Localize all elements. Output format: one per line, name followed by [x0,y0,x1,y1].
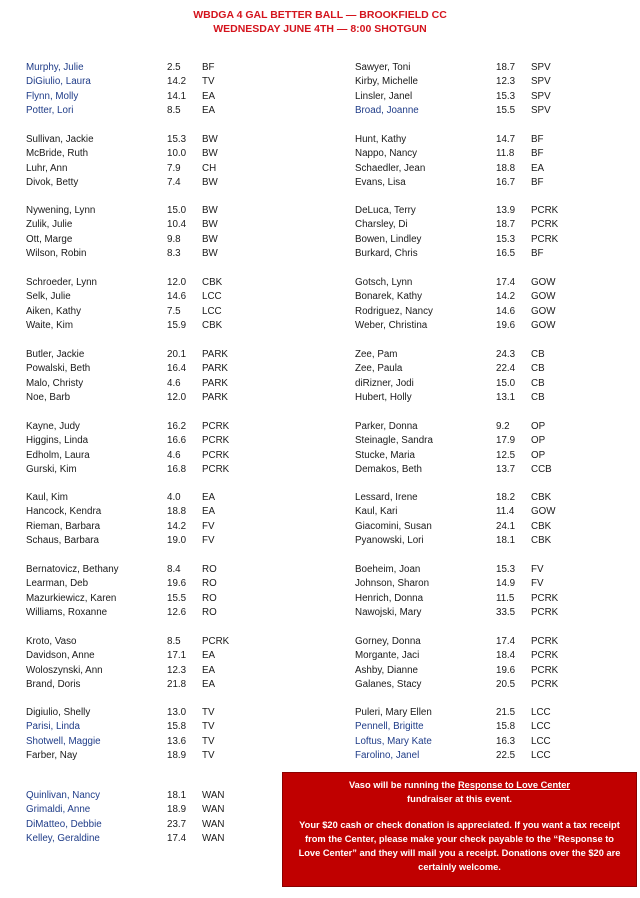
player-name: Kirby, Michelle [355,76,418,88]
player-handicap: 15.5 [167,592,187,604]
player-club: PCRK [531,592,559,604]
player-name: diRizner, Jodi [355,377,414,389]
player-club: FV [531,564,544,575]
player-name: Schroeder, Lynn [26,277,97,288]
player-handicap: 11.8 [496,148,515,160]
player-club: LCC [202,291,222,303]
player-club: PCRK [531,607,559,619]
player-club: PARK [202,377,228,389]
player-club: PARK [202,392,228,404]
player-name: Ott, Marge [26,233,73,245]
player-handicap: 16.4 [167,363,187,375]
player-handicap: 21.8 [167,679,187,691]
player-club: WAN [202,790,225,801]
player-handicap: 16.6 [167,435,187,447]
player-handicap: 20.1 [167,349,187,360]
player-handicap: 15.3 [496,90,516,102]
player-name: Bowen, Lindley [355,233,422,245]
player-name: Weber, Christina [355,320,428,332]
player-club: GOW [531,320,556,332]
player-name: Farolino, Janel [355,750,420,762]
player-handicap: 12.0 [167,277,187,288]
player-name: Mazurkiewicz, Karen [26,592,117,604]
player-club: PCRK [531,650,559,662]
player-club: TV [202,721,215,733]
player-handicap: 12.0 [167,392,187,404]
player-handicap: 17.4 [496,277,516,288]
player-name: Grimaldi, Anne [26,804,91,816]
player-club: RO [202,578,217,590]
event-subtitle: WEDNESDAY JUNE 4TH — 8:00 SHOTGUN [213,23,427,35]
player-handicap: 15.0 [167,205,187,216]
player-name: Selk, Julie [26,291,71,303]
player-handicap: 7.4 [167,177,181,189]
player-name: Quinlivan, Nancy [26,790,101,801]
player-handicap: 16.3 [496,735,516,747]
player-club: BW [202,177,218,189]
player-handicap: 14.6 [496,305,516,317]
player-handicap: 13.9 [496,205,516,216]
player-club: PCRK [202,435,230,447]
player-club: PARK [202,363,228,375]
player-handicap: 14.9 [496,578,516,590]
player-handicap: 18.8 [496,162,516,174]
player-name: Ashby, Dianne [355,664,418,676]
player-handicap: 4.6 [167,377,181,389]
player-handicap: 14.7 [496,134,516,145]
player-club: RO [202,564,217,575]
player-name: Evans, Lisa [355,177,406,189]
player-handicap: 14.2 [167,520,187,532]
player-name: Brand, Doris [26,679,81,691]
player-club: RO [202,592,217,604]
player-name: Bonarek, Kathy [355,291,422,303]
player-club: SPV [531,76,551,88]
player-name: Farber, Nay [26,750,78,762]
player-handicap: 33.5 [496,607,516,619]
player-handicap: 18.4 [496,650,516,662]
player-club: PCRK [202,636,230,647]
player-club: PCRK [531,219,559,231]
player-name: Schaus, Barbara [26,535,99,547]
player-name: Luhr, Ann [26,162,68,174]
player-name: Nywening, Lynn [26,205,96,216]
player-name: Sawyer, Toni [355,62,411,73]
player-name: Woloszynski, Ann [26,664,103,676]
player-handicap: 14.2 [496,291,516,303]
player-handicap: 4.6 [167,449,181,461]
player-handicap: 18.9 [167,804,187,816]
player-name: Giacomini, Susan [355,520,432,532]
player-name: Demakos, Beth [355,464,422,476]
player-club: BF [531,134,544,145]
player-club: FV [202,520,215,532]
player-club: FV [531,578,544,590]
player-club: PCRK [531,233,559,245]
player-name: Broad, Joanne [355,105,419,117]
player-club: EA [202,650,216,662]
player-handicap: 18.1 [167,790,187,801]
player-handicap: 17.9 [496,435,516,447]
player-name: Schaedler, Jean [355,162,426,174]
player-handicap: 19.6 [496,320,516,332]
player-name: Aiken, Kathy [26,305,82,317]
player-name: Parker, Donna [355,421,418,432]
player-handicap: 17.4 [167,833,187,845]
player-club: PCRK [531,679,559,691]
player-handicap: 12.5 [496,449,516,461]
player-club: GOW [531,291,556,303]
player-name: Edholm, Laura [26,449,90,461]
player-name: Rodriguez, Nancy [355,305,433,317]
player-name: Pyanowski, Lori [355,535,424,547]
player-club: LCC [531,750,551,762]
player-name: Divok, Betty [26,177,79,189]
player-handicap: 4.0 [167,492,181,503]
player-club: EA [202,506,216,518]
player-club: EA [202,492,216,503]
player-club: LCC [531,735,551,747]
player-name: Powalski, Beth [26,363,91,375]
player-name: DiGiulio, Laura [26,76,91,88]
player-handicap: 14.1 [167,90,187,102]
player-name: Davidson, Anne [26,650,95,662]
player-handicap: 18.7 [496,62,516,73]
player-club: CB [531,392,545,404]
player-handicap: 12.3 [167,664,187,676]
response-to-love-center-link: Response to Love Center [457,780,571,790]
player-handicap: 12.3 [496,76,516,88]
player-handicap: 19.6 [167,578,187,590]
player-club: BF [531,177,544,189]
player-name: Bernatovicz, Bethany [26,564,119,575]
player-club: SPV [531,105,551,117]
player-handicap: 17.1 [167,650,187,662]
player-handicap: 15.8 [167,721,187,733]
player-name: Lessard, Irene [355,492,418,503]
player-club: PARK [202,349,228,360]
player-name: Stucke, Maria [355,449,415,461]
player-name: Potter, Lori [26,105,74,117]
player-handicap: 19.6 [496,664,516,676]
player-club: LCC [531,721,551,733]
player-name: Digiulio, Shelly [26,707,91,718]
player-club: CBK [531,492,552,503]
player-handicap: 18.7 [496,219,516,231]
player-handicap: 7.5 [167,305,181,317]
player-handicap: 15.3 [496,233,516,245]
player-club: EA [202,679,216,691]
player-handicap: 24.1 [496,520,516,532]
player-handicap: 15.3 [496,564,516,575]
player-club: TV [202,76,215,88]
player-club: BW [202,248,218,260]
player-handicap: 7.9 [167,162,181,174]
notice-line2: fundraiser at this event. [407,794,512,804]
player-club: EA [202,90,216,102]
player-name: Rieman, Barbara [26,520,101,532]
player-club: BW [202,134,218,145]
player-club: WAN [202,833,225,845]
player-handicap: 14.6 [167,291,187,303]
player-name: Malo, Christy [26,377,84,389]
player-handicap: 13.6 [167,735,187,747]
player-club: WAN [202,804,225,816]
player-handicap: 9.8 [167,233,181,245]
player-name: Murphy, Julie [26,62,84,73]
player-club: CBK [202,277,223,288]
fundraiser-notice [282,772,637,887]
player-handicap: 16.5 [496,248,516,260]
player-name: Gurski, Kim [26,464,77,476]
player-name: Zee, Paula [355,363,403,375]
player-club: CBK [202,320,223,332]
player-handicap: 17.4 [496,636,516,647]
player-handicap: 15.3 [167,134,187,145]
player-handicap: 22.5 [496,750,516,762]
player-handicap: 15.8 [496,721,516,733]
player-name: Burkard, Chris [355,248,418,260]
player-name: Nawojski, Mary [355,607,422,619]
player-name: Kelley, Geraldine [26,833,100,845]
player-name: Sullivan, Jackie [26,134,94,145]
player-club: SPV [531,90,551,102]
player-handicap: 21.5 [496,707,516,718]
player-club: PCRK [531,664,559,676]
player-name: Parisi, Linda [26,721,80,733]
player-name: Hancock, Kendra [26,506,102,518]
player-club: CB [531,363,545,375]
player-club: CB [531,349,545,360]
event-title: WBDGA 4 GAL BETTER BALL — BROOKFIELD CC [193,9,447,21]
player-handicap: 18.1 [496,535,516,547]
player-handicap: 8.5 [167,636,181,647]
player-club: PCRK [531,636,559,647]
player-name: Hubert, Holly [355,392,412,404]
player-name: Nappo, Nancy [355,148,418,160]
player-name: Johnson, Sharon [355,578,430,590]
player-club: CBK [531,535,552,547]
player-handicap: 10.0 [167,148,187,160]
player-handicap: 16.2 [167,421,187,432]
player-name: Waite, Kim [26,320,73,332]
player-handicap: 9.2 [496,421,510,432]
player-handicap: 2.5 [167,62,181,73]
player-club: CCB [531,464,552,476]
player-club: CH [202,162,217,174]
player-club: OP [531,421,546,432]
player-name: Linsler, Janel [355,90,413,102]
player-name: Hunt, Kathy [355,134,407,145]
player-club: BW [202,205,218,216]
player-handicap: 15.5 [496,105,516,117]
player-name: Zee, Pam [355,349,398,360]
player-club: EA [202,664,216,676]
player-handicap: 8.4 [167,564,181,575]
player-club: GOW [531,506,556,518]
player-name: Kroto, Vaso [26,636,77,647]
player-name: Gorney, Donna [355,636,421,647]
player-handicap: 18.9 [167,750,187,762]
player-club: GOW [531,277,556,288]
player-club: CBK [531,520,552,532]
player-name: Boeheim, Joan [355,564,421,575]
player-name: Galanes, Stacy [355,679,422,691]
player-handicap: 13.7 [496,464,516,476]
player-club: PCRK [202,421,230,432]
player-club: PCRK [202,464,230,476]
player-handicap: 16.7 [496,177,516,189]
player-name: Learman, Deb [26,578,89,590]
player-name: Wilson, Robin [26,248,87,260]
player-club: WAN [202,818,225,830]
player-name: Butler, Jackie [26,349,85,360]
player-club: PCRK [202,449,230,461]
player-name: Flynn, Molly [26,90,79,102]
player-club: EA [531,162,545,174]
player-club: TV [202,707,215,718]
player-name: DeLuca, Terry [355,205,416,216]
player-club: OP [531,449,546,461]
player-club: SPV [531,62,551,73]
player-name: Kaul, Kari [355,506,398,518]
player-club: TV [202,735,215,747]
player-club: BF [531,148,544,160]
player-handicap: 16.8 [167,464,187,476]
player-name: Morgante, Jaci [355,650,420,662]
player-name: Gotsch, Lynn [355,277,413,288]
notice-line1 [295,778,624,792]
player-club: BW [202,219,218,231]
player-club: LCC [531,707,551,718]
player-name: Pennell, Brigitte [355,721,424,733]
player-handicap: 18.8 [167,506,187,518]
player-club: BW [202,148,218,160]
player-name: Puleri, Mary Ellen [355,707,432,718]
player-handicap: 19.0 [167,535,187,547]
player-handicap: 18.2 [496,492,516,503]
player-club: EA [202,105,216,117]
player-handicap: 11.4 [496,506,515,518]
player-handicap: 10.4 [167,219,187,231]
player-name: DiMatteo, Debbie [26,818,102,830]
player-name: Kayne, Judy [26,421,80,432]
player-club: RO [202,607,217,619]
player-handicap: 15.0 [496,377,516,389]
player-club: PCRK [531,205,559,216]
player-handicap: 22.4 [496,363,516,375]
player-name: Shotwell, Maggie [26,735,101,747]
player-handicap: 15.9 [167,320,187,332]
notice-line1-text: Vaso will be running the [348,780,458,790]
player-handicap: 11.5 [496,592,515,604]
player-handicap: 8.5 [167,105,181,117]
player-club: FV [202,535,215,547]
player-name: Charsley, Di [355,219,408,231]
player-name: Higgins, Linda [26,435,89,447]
player-handicap: 12.6 [167,607,187,619]
player-club: TV [202,750,215,762]
player-name: Kaul, Kim [26,492,68,503]
player-handicap: 24.3 [496,349,516,360]
player-handicap: 8.3 [167,248,181,260]
player-name: Steinagle, Sandra [355,435,433,447]
player-club: CB [531,377,545,389]
player-club: BF [202,62,215,73]
player-club: OP [531,435,546,447]
player-name: Zulik, Julie [26,219,73,231]
player-name: Noe, Barb [26,392,71,404]
player-club: LCC [202,305,222,317]
player-handicap: 20.5 [496,679,516,691]
notice-body: Your $20 cash or check donation is appreciated. If you want a tax receipt from the Center, please make your check payable to the “Response to Love Center” and they will mail you a receipt. Donations over the $20 are certainly welcome. [298,820,621,872]
player-handicap: 23.7 [167,818,187,830]
player-handicap: 13.0 [167,707,187,718]
player-name: Williams, Roxanne [26,607,108,619]
player-club: GOW [531,305,556,317]
player-handicap: 14.2 [167,76,187,88]
player-name: Henrich, Donna [355,592,424,604]
player-name: McBride, Ruth [26,148,89,160]
player-handicap: 13.1 [496,392,516,404]
player-name: Loftus, Mary Kate [355,735,432,747]
player-club: BF [531,248,544,260]
player-club: BW [202,233,218,245]
